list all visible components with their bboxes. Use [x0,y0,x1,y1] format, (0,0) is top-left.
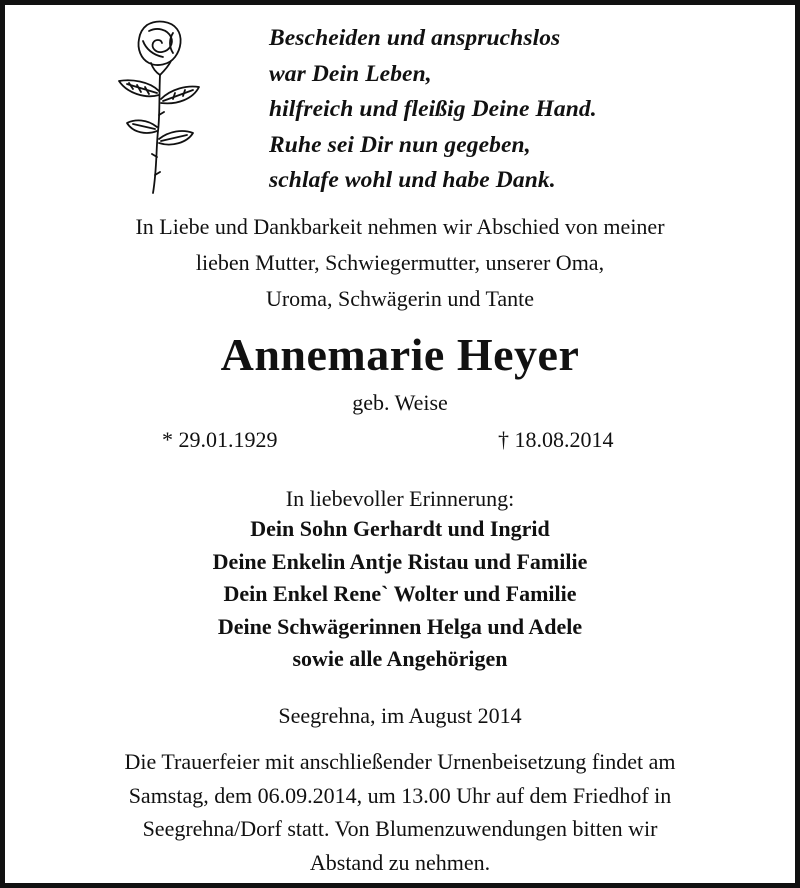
funeral-line: Seegrehna/Dorf statt. Von Blumenzuwendungen bitten wir [142,816,658,841]
intro-line: In Liebe und Dankbarkeit nehmen wir Abschied von meiner [135,214,665,239]
mourner-line: Deine Enkelin Antje Ristau und Familie [212,548,588,574]
mourner-line: sowie alle Angehörigen [292,646,508,672]
poem-line: Ruhe sei Dir nun gegeben, [269,131,531,158]
funeral-line: Samstag, dem 06.09.2014, um 13.00 Uhr auf dem Friedhof in [128,782,672,808]
memory-intro: In liebevoller Erinnerung: [285,486,515,511]
mourner-line: Dein Sohn Gerhardt und Ingrid [250,516,550,541]
intro-line: lieben Mutter, Schwiegermutter, unserer Oma, [195,250,605,275]
deceased-name: Annemarie Heyer [220,329,580,380]
birth-date: * 29.01.1929 [162,427,278,452]
funeral-info [5,745,795,879]
poem-line: Bescheiden und anspruchslos [269,25,561,51]
funeral-line: Abstand zu nehmen. [309,849,491,875]
poem [269,21,789,199]
place-date: Seegrehna, im August 2014 [278,703,522,728]
poem-line: hilfreich und fleißig Deine Hand. [269,96,597,122]
rose-icon [113,19,205,195]
intro-line: Uroma, Schwägerin und Tante [265,286,535,311]
mourner-line: Deine Schwägerinnen Helga und Adele [217,613,583,639]
mourner-line: Dein Enkel Rene` Wolter und Familie [223,581,577,607]
birth-name: geb. Weise [352,390,448,415]
poem-line: schlafe wohl und habe Dank. [269,167,556,193]
farewell-intro [5,209,795,317]
mourners-list [5,513,795,676]
poem-line: war Dein Leben, [269,60,432,87]
funeral-line: Die Trauerfeier mit anschließender Urnenbeisetzung findet am [124,749,676,774]
death-date: † 18.08.2014 [498,427,614,452]
